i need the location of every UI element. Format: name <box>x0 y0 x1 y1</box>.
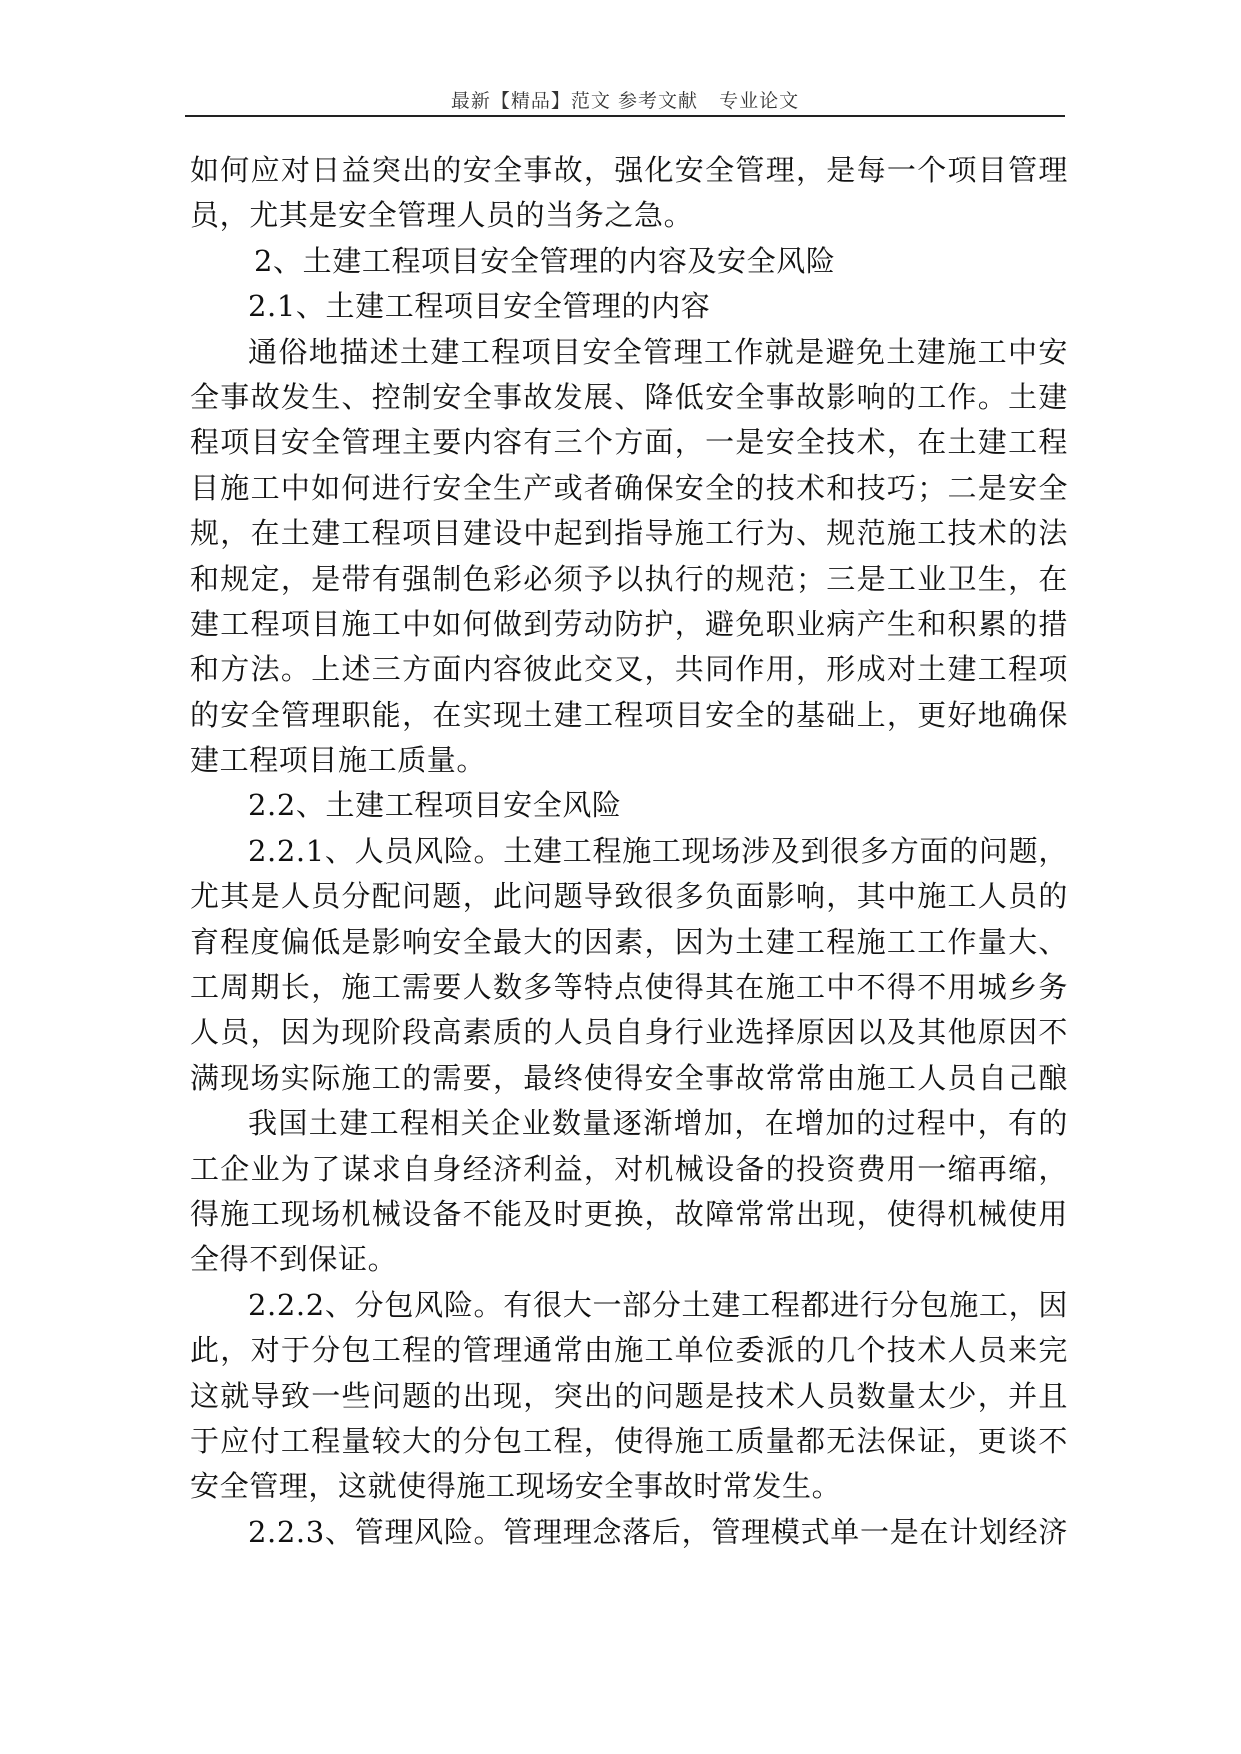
text-line: 全得不到保证。 <box>190 1242 398 1277</box>
document-body <box>190 148 1068 1555</box>
text-line: 的安全管理职能，在实现土建工程项目安全的基础上，更好地确保 <box>190 697 1068 732</box>
text-line: 建工程项目施工中如何做到劳动防护，避免职业病产生和积累的措 <box>190 606 1068 641</box>
text-line: 尤其是人员分配问题，此问题导致很多负面影响，其中施工人员的 <box>190 879 1068 914</box>
text-line: 满现场实际施工的需要，最终使得安全事故常常由施工人员自己酿 <box>190 1060 1068 1095</box>
text-line: 2.2.2、分包风险。有很大一部分土建工程都进行分包施工，因 <box>248 1287 1068 1322</box>
text-line: 这就导致一些问题的出现，突出的问题是技术人员数量太少，并且 <box>190 1378 1068 1413</box>
text-line: 和规定，是带有强制色彩必须予以执行的规范；三是工业卫生，在 <box>190 561 1068 596</box>
text-line: 2.2.3、管理风险。管理理念落后，管理模式单一是在计划经济 <box>248 1514 1068 1549</box>
text-line: 安全管理，这就使得施工现场安全事故时常发生。 <box>190 1469 842 1504</box>
text-line: 2.1、土建工程项目安全管理的内容 <box>248 289 711 324</box>
text-line: 如何应对日益突出的安全事故，强化安全管理，是每一个项目管理 <box>190 153 1068 187</box>
header-divider <box>185 115 1065 117</box>
text-line: 此，对于分包工程的管理通常由施工单位委派的几个技术人员来完 <box>190 1333 1068 1368</box>
text-line: 2.2、土建工程项目安全风险 <box>248 788 622 823</box>
text-line: 和方法。上述三方面内容彼此交叉，共同作用，形成对土建工程项 <box>190 652 1068 687</box>
page-header: 最新【精品】范文 参考文献 专业论文 <box>450 90 800 112</box>
text-line: 于应付工程量较大的分包工程，使得施工质量都无法保证，更谈不 <box>190 1423 1068 1458</box>
text-line: 工企业为了谋求自身经济利益，对机械设备的投资费用一缩再缩， <box>190 1151 1068 1186</box>
text-line: 通俗地描述土建工程项目安全管理工作就是避免土建施工中安 <box>248 334 1068 369</box>
text-line: 员，尤其是安全管理人员的当务之急。 <box>190 198 694 233</box>
text-line: 得施工现场机械设备不能及时更换，故障常常出现，使得机械使用 <box>190 1196 1068 1231</box>
text-line: 我国土建工程相关企业数量逐渐增加，在增加的过程中，有的 <box>248 1106 1068 1141</box>
text-line: 全事故发生、控制安全事故发展、降低安全事故影响的工作。土建 <box>190 379 1068 414</box>
text-line: 人员，因为现阶段高素质的人员自身行业选择原因以及其他原因不 <box>190 1015 1068 1050</box>
text-line: 程项目安全管理主要内容有三个方面，一是安全技术，在土建工程 <box>190 425 1068 460</box>
text-line: 规，在土建工程项目建设中起到指导施工行为、规范施工技术的法 <box>190 516 1068 551</box>
text-line: 工周期长，施工需要人数多等特点使得其在施工中不得不用城乡务 <box>190 970 1068 1005</box>
text-line: 育程度偏低是影响安全最大的因素，因为土建工程施工工作量大、 <box>190 924 1068 959</box>
text-line: 2、土建工程项目安全管理的内容及安全风险 <box>254 243 836 278</box>
text-line: 目施工中如何进行安全生产或者确保安全的技术和技巧；二是安全 <box>190 470 1068 505</box>
text-line: 建工程项目施工质量。 <box>190 743 487 778</box>
text-line: 2.2.1、人员风险。土建工程施工现场涉及到很多方面的问题， <box>248 833 1068 868</box>
